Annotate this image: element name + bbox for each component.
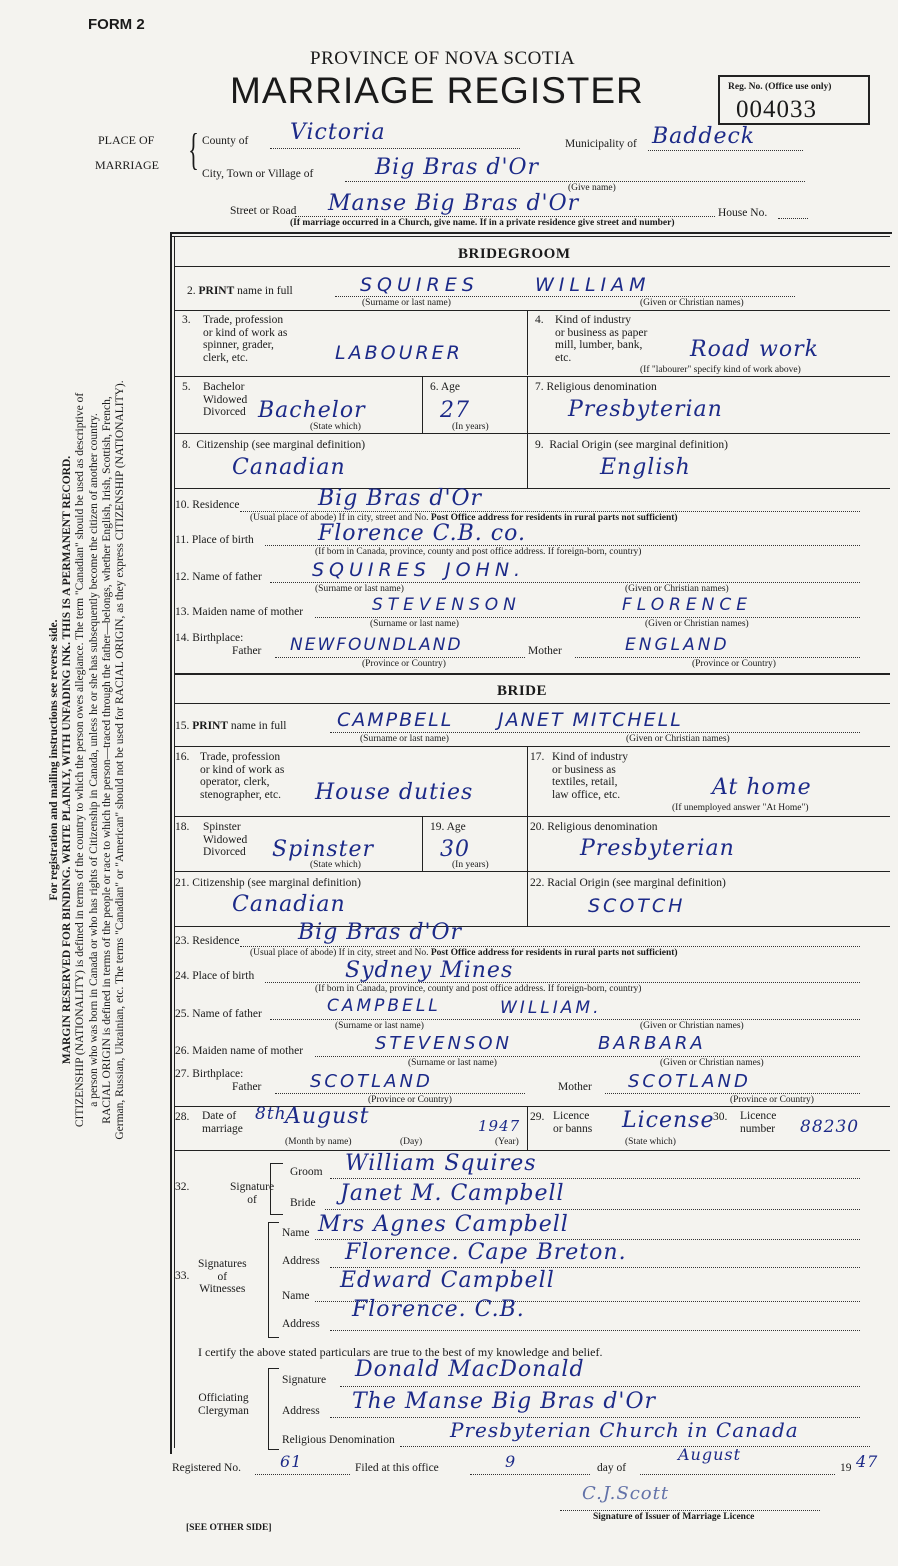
groom-age: 27 (440, 398, 470, 423)
groom-given-hint: (Given or Christian names) (640, 298, 744, 308)
bride-mother-birth-hint: (Province or Country) (730, 1095, 814, 1105)
groom-birth-hint: (If born in Canada, province, county and post office address. If foreign-born, country) (315, 547, 642, 557)
denomination: Presbyterian Church in Canada (450, 1418, 799, 1442)
bride-mother-birth: SCOTLAND (628, 1071, 751, 1092)
w2-name-label: Name (282, 1290, 310, 1302)
bride-father-given-hint: (Given or Christian names) (640, 1021, 744, 1031)
bride-age: 30 (440, 837, 470, 862)
witness-label: Signatures of Witnesses (198, 1258, 247, 1295)
issuer-label: Signature of Issuer of Marriage Licence (593, 1512, 755, 1522)
groom-father-given: JOHN. (445, 559, 526, 581)
bride-status-label: Spinster Widowed Divorced (203, 821, 248, 858)
bride-mother-given-hint: (Given or Christian names) (660, 1058, 764, 1068)
groom-religion-label: 7. Religious denomination (535, 381, 657, 393)
groom-mother-surname: STEVENSON (372, 595, 521, 615)
bride-father-birth-hint: (Province or Country) (368, 1095, 452, 1105)
bride-father-surname: CAMPBELL (327, 996, 441, 1016)
bride-surname-hint: (Surname or last name) (360, 734, 449, 744)
groom-age-hint: (In years) (452, 422, 489, 432)
groom-mother-birth-hint: (Province or Country) (692, 659, 776, 669)
groom-citizenship: Canadian (232, 455, 346, 480)
give-name-hint: (Give name) (568, 183, 616, 193)
bride-mother-surname: STEVENSON (375, 1033, 513, 1054)
bride-citizenship: Canadian (232, 892, 346, 917)
signature-label: Signature of (230, 1181, 275, 1206)
street-note: (If marriage occurred in a Church, give name. If in a private residence give street and number) (290, 218, 675, 228)
bride-birthplace-label: 27. Birthplace: (175, 1068, 244, 1080)
margin-line-5: RACIAL ORIGIN is defined in terms of the people or race to which the person—traced through the father—belongs, whether English, Irish, Scottish, French, (100, 396, 113, 1124)
bride-mother-label: 26. Maiden name of mother (175, 1045, 304, 1057)
groom-birthplace-mother-label: Mother (528, 645, 562, 657)
groom-status-label: Bachelor Widowed Divorced (203, 381, 248, 418)
bride-birth-hint: (If born in Canada, province, county and post office address. If foreign-born, country) (315, 984, 642, 994)
bride-religion-label: 20. Religious denomination (530, 821, 658, 833)
officiating-bracket (268, 1368, 279, 1450)
groom-mother-given: FLORENCE (622, 595, 752, 615)
see-other-side: [SEE OTHER SIDE] (186, 1523, 272, 1533)
registered-number: 61 (280, 1452, 303, 1471)
marriage-month: August (285, 1104, 370, 1129)
groom-mother-birth: ENGLAND (625, 635, 730, 655)
bride-status-num: 18. (175, 821, 190, 833)
w2-address: Florence. C.B. (352, 1297, 525, 1322)
groom-trade-label: Trade, profession or kind of work as spinner, grader, clerk, etc. (203, 314, 288, 364)
bride-birth-label: 24. Place of birth (175, 970, 255, 982)
groom-trade: LABOURER (335, 342, 463, 364)
licence-number: 88230 (800, 1117, 860, 1137)
house-label: House No. (718, 207, 768, 219)
groom-industry-num: 4. (535, 314, 544, 326)
filed-month: August (678, 1445, 742, 1464)
groom-signature-label: Groom (290, 1166, 323, 1178)
filed-label: Filed at this office (355, 1462, 439, 1474)
bride-industry-num: 17. (530, 751, 545, 763)
witness-num: 33. (175, 1270, 190, 1282)
bride-residence-hint: (Usual place of abode) If in city, street and No. Post Office address for residents in rural parts not sufficient) (250, 948, 678, 958)
bride-citizenship-label: 21. Citizenship (see marginal definition) (175, 877, 361, 889)
licence-label: Licence or banns (553, 1110, 593, 1135)
bride-status-hint: (State which) (310, 860, 361, 870)
groom-surname: SQUIRES (360, 274, 479, 296)
clergy-signature: Donald MacDonald (355, 1357, 585, 1382)
margin-line-1: For registration and mailing instructions see reverse side. (48, 619, 60, 901)
groom-residence-label: 10. Residence (175, 499, 240, 511)
licence-number-num: 30. (713, 1111, 728, 1123)
page-title: MARRIAGE REGISTER (230, 70, 644, 111)
groom-father-label: 12. Name of father (175, 571, 262, 583)
groom-industry-hint: (If "labourer" specify kind of work above) (640, 365, 801, 375)
groom-status-num: 5. (182, 381, 191, 393)
bride-age-hint: (In years) (452, 860, 489, 870)
groom-birthplace-father-label: Father (232, 645, 262, 657)
bride-trade-label: Trade, profession or kind of work as operator, clerk, stenographer, etc. (200, 751, 285, 801)
signature-num: 32. (175, 1181, 190, 1193)
groom-surname-hint: (Surname or last name) (362, 298, 451, 308)
licence-value: License (622, 1108, 715, 1133)
county-value: Victoria (290, 120, 386, 145)
groom-religion: Presbyterian (568, 397, 723, 422)
county-label: County of (202, 135, 249, 147)
w2-address-label: Address (282, 1318, 320, 1330)
reg-number-box (718, 75, 870, 125)
groom-birth: Florence C.B. co. (318, 521, 526, 546)
bride-father-birth: SCOTLAND (310, 1071, 433, 1092)
bride-given: JANET MITCHELL (498, 709, 683, 731)
margin-line-3: CITIZENSHIP (NATIONALITY) is defined in terms of the country to which the person owes allegiance. The term "Canadian" should be used as descriptive of (74, 392, 87, 1128)
bride-industry-hint: (If unemployed answer "At Home") (672, 803, 809, 813)
clergy-address: The Manse Big Bras d'Or (352, 1389, 657, 1414)
marriage-day: 8th (255, 1104, 287, 1124)
bride-industry-label: Kind of industry or business as textiles, retail, law office, etc. (552, 751, 629, 801)
place-label-1: PLACE OF (98, 133, 155, 147)
binding-margin (48, 50, 127, 1470)
bride-father-surname-hint: (Surname or last name) (335, 1021, 424, 1031)
date-label: Date of marriage (202, 1110, 243, 1135)
groom-trade-num: 3. (182, 314, 191, 326)
groom-citizenship-label: 8. Citizenship (see marginal definition) (182, 439, 366, 451)
municipality-label: Municipality of (565, 138, 637, 150)
bride-trade-num: 16. (175, 751, 190, 763)
margin-line-4: a person who was born in Canada or who has rights of Citizenship in Canada, unless he or she has subsequently become the citizen of another country. (87, 413, 100, 1107)
groom-racial-label: 9. Racial Origin (see marginal definition) (535, 439, 728, 451)
filed-year-suffix: 47 (856, 1452, 879, 1471)
groom-father-birth: NEWFOUNDLAND (290, 635, 463, 655)
groom-residence: Big Bras d'Or (318, 486, 483, 511)
clergy-signature-label: Signature (282, 1374, 327, 1386)
groom-industry-label: Kind of industry or business as paper mill, lumber, bank, etc. (555, 314, 648, 364)
groom-mother-label: 13. Maiden name of mother (175, 606, 304, 618)
groom-residence-hint: (Usual place of abode) If in city, street and No. Post Office address for residents in rural parts not sufficient) (250, 513, 678, 523)
filed-year-prefix: 19 (840, 1462, 852, 1474)
licence-num: 29. (530, 1111, 545, 1123)
city-label: City, Town or Village of (202, 168, 314, 180)
bride-heading: BRIDE (497, 683, 548, 699)
denomination-label: Religious Denomination (282, 1434, 395, 1446)
year-hint: (Year) (495, 1137, 519, 1147)
city-value: Big Bras d'Or (375, 155, 540, 180)
groom-racial: English (600, 455, 691, 480)
licence-number-label: Licence number (740, 1110, 777, 1135)
groom-father-given-hint: (Given or Christian names) (625, 584, 729, 594)
bride-signature-label: Bride (290, 1197, 316, 1209)
groom-father-surname: SQUIRES (312, 559, 431, 581)
bride-racial-label: 22. Racial Origin (see marginal definition) (530, 877, 726, 889)
margin-line-2: MARGIN RESERVED FOR BINDING. WRITE PLAINLY, WITH UNFADING INK. THIS IS A PERMANENT RECORD. (61, 455, 74, 1065)
groom-mother-given-hint: (Given or Christian names) (645, 619, 749, 629)
day-hint: (Day) (400, 1137, 423, 1147)
filed-day: 9 (505, 1452, 517, 1471)
reg-number: 004033 (736, 96, 817, 123)
date-num: 28. (175, 1111, 190, 1123)
bride-mother-given: BARBARA (598, 1033, 706, 1054)
signature-bracket (270, 1163, 283, 1215)
bride-age-label: 19. Age (430, 821, 466, 833)
province-heading: PROVINCE OF NOVA SCOTIA (310, 48, 576, 69)
bride-father-label: 25. Name of father (175, 1008, 262, 1020)
groom-birth-label: 11. Place of birth (175, 534, 254, 546)
w1-address: Florence. Cape Breton. (345, 1240, 627, 1265)
place-label-2: MARRIAGE (95, 158, 160, 172)
groom-industry: Road work (690, 337, 819, 362)
groom-name-label: 2. PRINT name in full (187, 285, 293, 297)
form-number: FORM 2 (88, 16, 145, 33)
groom-given: WILLIAM (535, 274, 651, 296)
w2-name: Edward Campbell (340, 1268, 555, 1293)
certify-text: I certify the above stated particulars are true to the best of my knowledge and belief. (198, 1345, 603, 1359)
marriage-year: 1947 (478, 1117, 521, 1135)
witness-bracket (268, 1222, 279, 1338)
groom-father-surname-hint: (Surname or last name) (315, 584, 404, 594)
bride-signature: Janet M. Campbell (340, 1181, 565, 1206)
groom-signature: William Squires (345, 1151, 537, 1176)
bride-mother-surname-hint: (Surname or last name) (408, 1058, 497, 1068)
street-value: Manse Big Bras d'Or (328, 191, 580, 216)
groom-status-hint: (State which) (310, 422, 361, 432)
groom-mother-surname-hint: (Surname or last name) (370, 619, 459, 629)
issuer-signature: C.J.Scott (582, 1483, 670, 1504)
officiating-label: Officiating Clergyman (198, 1392, 249, 1417)
day-of-label: day of (597, 1462, 627, 1474)
w1-address-label: Address (282, 1255, 320, 1267)
w1-name-label: Name (282, 1227, 310, 1239)
place-brace: { (188, 125, 199, 174)
groom-birthplace-label: 14. Birthplace: (175, 632, 244, 644)
bridegroom-heading: BRIDEGROOM (458, 246, 571, 262)
bride-religion: Presbyterian (580, 836, 735, 861)
bride-surname: CAMPBELL (337, 709, 454, 731)
municipality-value: Baddeck (652, 124, 756, 149)
bride-birthplace-mother-label: Mother (558, 1081, 592, 1093)
bride-residence: Big Bras d'Or (298, 920, 463, 945)
groom-age-label: 6. Age (430, 381, 461, 393)
licence-hint: (State which) (625, 1137, 676, 1147)
month-hint: (Month by name) (285, 1137, 352, 1147)
w1-name: Mrs Agnes Campbell (318, 1212, 569, 1237)
registered-label: Registered No. (172, 1462, 241, 1474)
clergy-address-label: Address (282, 1405, 320, 1417)
bride-trade: House duties (315, 780, 474, 805)
street-label: Street or Road (230, 205, 297, 217)
margin-line-6: German, Russian, Ukrainian, etc. The terms "Canadian" or "American" should not be used for RACIAL ORIGIN, as they express CITIZENSHIP (NATIONALITY). (114, 380, 127, 1140)
groom-father-birth-hint: (Province or Country) (362, 659, 446, 669)
bride-given-hint: (Given or Christian names) (626, 734, 730, 744)
bride-name-label: 15. PRINT name in full (175, 720, 287, 732)
bride-racial: SCOTCH (588, 895, 686, 917)
bride-residence-label: 23. Residence (175, 935, 240, 947)
reg-number-label: Reg. No. (Office use only) (728, 82, 832, 92)
bride-industry: At home (712, 775, 812, 800)
bride-father-given: WILLIAM. (500, 998, 602, 1018)
groom-status: Bachelor (258, 398, 366, 423)
bride-birth: Sydney Mines (345, 958, 514, 983)
bride-status: Spinster (272, 837, 375, 862)
bride-birthplace-father-label: Father (232, 1081, 262, 1093)
